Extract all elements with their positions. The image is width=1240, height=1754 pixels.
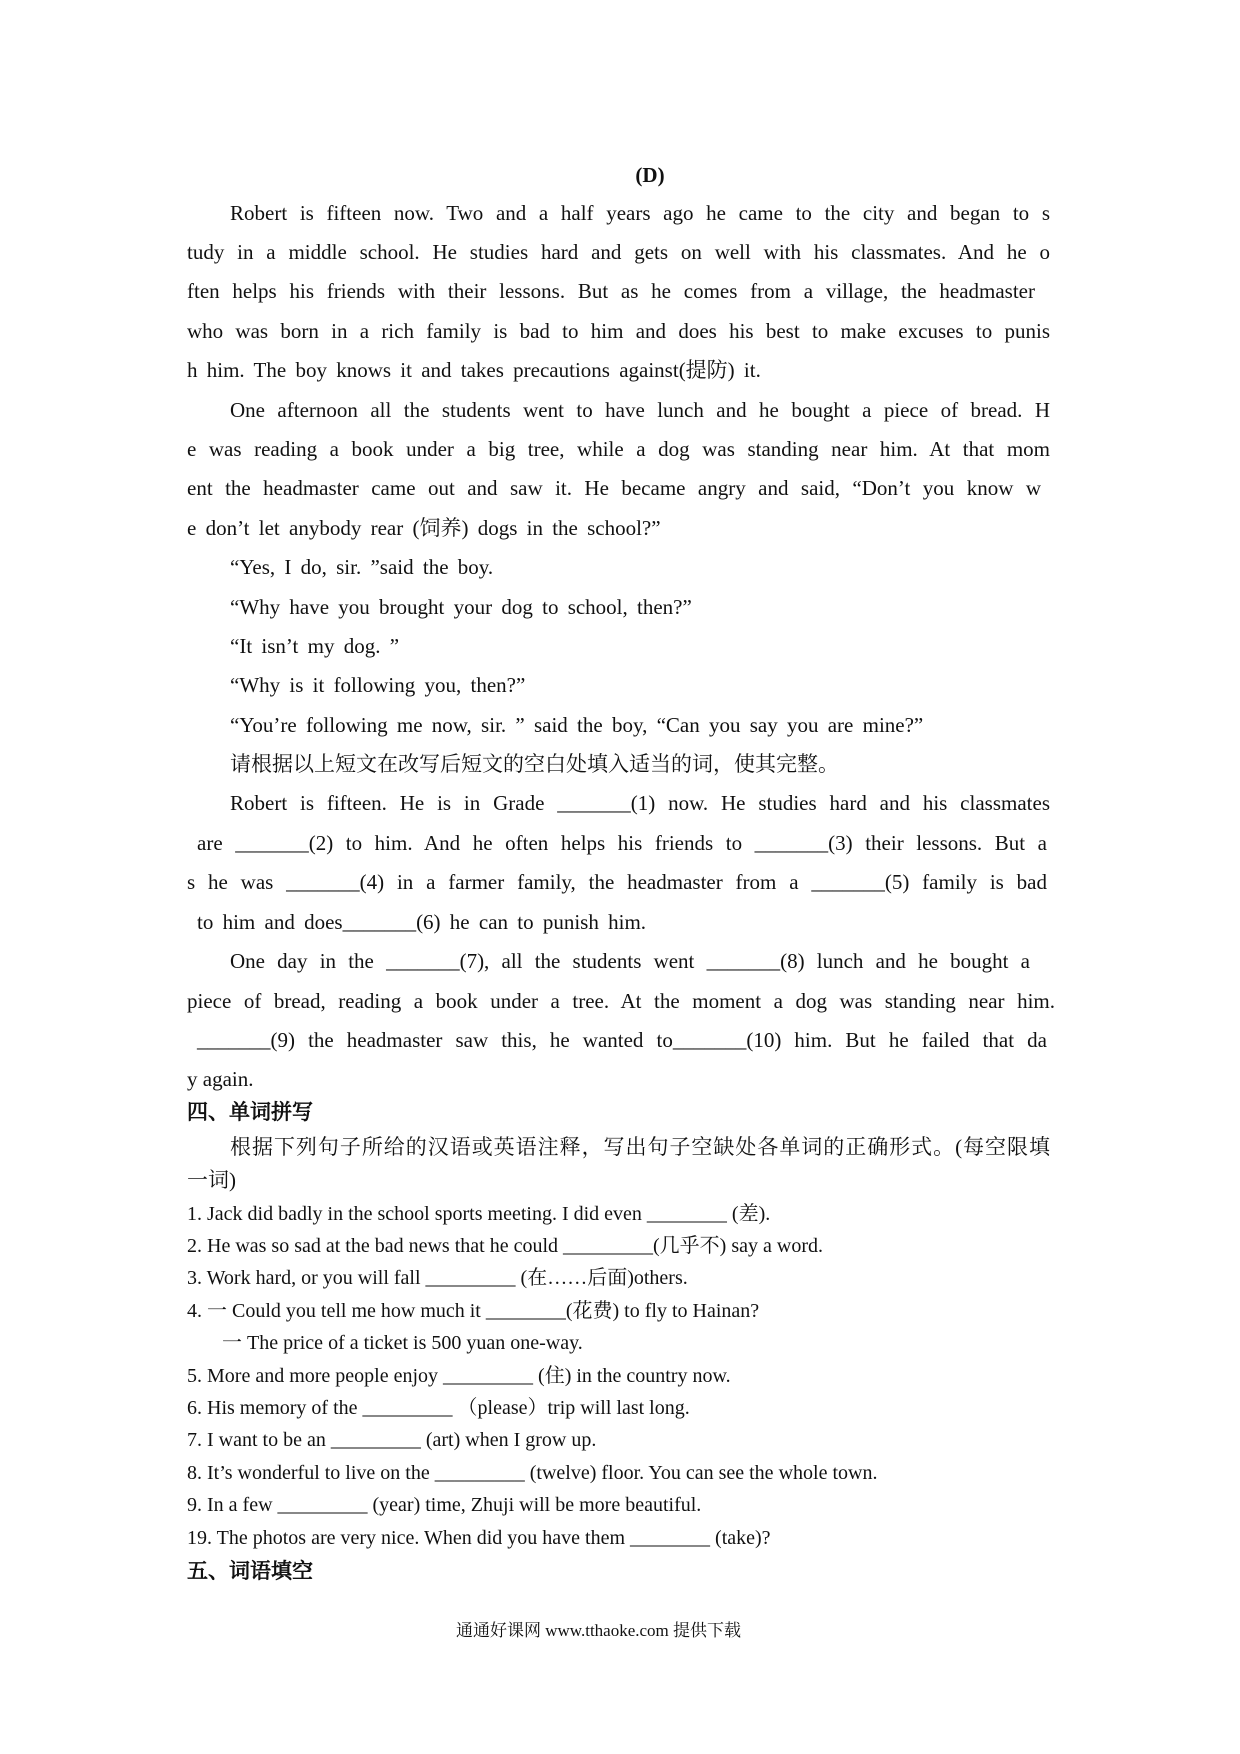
instruction-line: 一词) (187, 1168, 236, 1192)
instruction-line: 根据下列句子所给的汉语或英语注释，写出句子空缺处各单词的正确形式。(每空限填 (230, 1135, 1050, 1159)
dialogue-line: “Why have you brought your dog to school, then?” (230, 595, 692, 619)
passage-line: ent the headmaster came out and saw it. He became angry and said, “Don’t you know w (187, 476, 1041, 500)
rewrite-line: Robert is fifteen. He is in Grade _______(1) now. He studies hard and his classmates (230, 791, 1050, 815)
section-title: (D) (635, 163, 665, 187)
dialogue-line: “It isn’t my dog. ” (230, 634, 400, 658)
question-item: 6. His memory of the _________ （please）trip will last long. (187, 1397, 690, 1419)
question-item: 8. It’s wonderful to live on the _________ (twelve) floor. You can see the whole town. (187, 1462, 878, 1484)
rewrite-line: s he was _______(4) in a farmer family, the headmaster from a _______(5) family is bad (187, 870, 1047, 894)
passage-line: e was reading a book under a big tree, while a dog was standing near him. At that mom (187, 437, 1050, 461)
question-item: 9. In a few _________ (year) time, Zhuji will be more beautiful. (187, 1494, 702, 1516)
question-item: 5. More and more people enjoy _________ (住) in the country now. (187, 1365, 731, 1387)
passage-line: e don’t let anybody rear (饲养) dogs in the school?” (187, 516, 661, 540)
rewrite-line: _______(9) the headmaster saw this, he wanted to_______(10) him. But he failed that da (197, 1028, 1047, 1052)
passage-line: h him. The boy knows it and takes precautions against(提防) it. (187, 358, 761, 382)
passage-line: who was born in a rich family is bad to him and does his best to make excuses to punis (187, 319, 1050, 343)
question-item: 3. Work hard, or you will fall _________ (在……后面)others. (187, 1267, 688, 1289)
section-heading: 五、词语填空 (187, 1559, 313, 1583)
question-item: 2. He was so sad at the bad news that he could _________(几乎不) say a word. (187, 1235, 823, 1257)
rewrite-line: piece of bread, reading a book under a tree. At the moment a dog was standing near him. (187, 989, 1055, 1013)
question-item: 19. The photos are very nice. When did you have them ________ (take)? (187, 1527, 771, 1549)
section-heading: 四、单词拼写 (187, 1100, 313, 1124)
rewrite-line: are _______(2) to him. And he often helps his friends to _______(3) their lessons. But a (197, 831, 1047, 855)
passage-line: Robert is fifteen now. Two and a half years ago he came to the city and began to s (230, 201, 1050, 225)
rewrite-instruction: 请根据以上短文在改写后短文的空白处填入适当的词，使其完整。 (230, 752, 839, 776)
rewrite-line: to him and does_______(6) he can to punish him. (197, 910, 647, 934)
passage-line: ften helps his friends with their lessons. But as he comes from a village, the headmaster (187, 279, 1035, 303)
passage-line: One afternoon all the students went to have lunch and he bought a piece of bread. H (230, 398, 1050, 422)
question-item: 4. 一 Could you tell me how much it ________(花费) to fly to Hainan? (187, 1300, 760, 1322)
dialogue-line: “You’re following me now, sir. ” said the boy, “Can you say you are mine?” (230, 713, 924, 737)
passage-line: tudy in a middle school. He studies hard and gets on well with his classmates. And he o (187, 240, 1050, 264)
rewrite-line: y again. (187, 1067, 254, 1091)
question-item: 7. I want to be an _________ (art) when I grow up. (187, 1429, 597, 1451)
question-item: 一 The price of a ticket is 500 yuan one-way. (222, 1332, 583, 1354)
dialogue-line: “Why is it following you, then?” (230, 673, 526, 697)
rewrite-line: One day in the _______(7), all the students went _______(8) lunch and he bought a (230, 949, 1030, 973)
dialogue-line: “Yes, I do, sir. ”said the boy. (230, 555, 494, 579)
question-item: 1. Jack did badly in the school sports meeting. I did even ________ (差). (187, 1203, 771, 1225)
page-footer: 通通好课网 www.tthaoke.com 提供下载 (456, 1621, 742, 1640)
